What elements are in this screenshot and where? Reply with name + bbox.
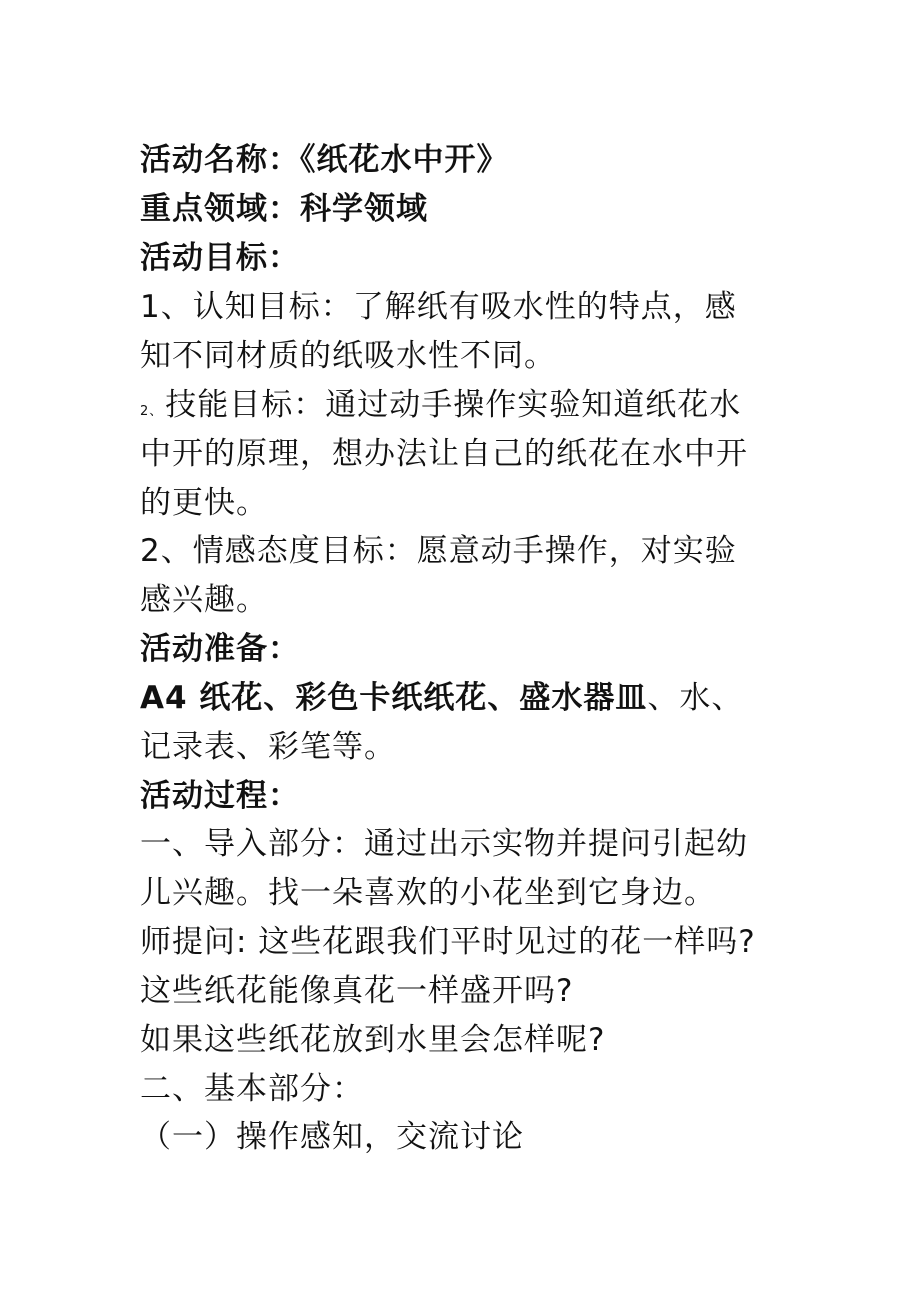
goal2-line3: 的更快。: [140, 485, 268, 521]
goal1-line1: 1、认知目标：了解纸有吸水性的特点，感: [140, 289, 737, 325]
goals-heading: 活动目标：: [140, 240, 300, 276]
prep-heading: 活动准备：: [140, 631, 300, 667]
subsection-1: （一）操作感知，交流讨论: [140, 1119, 524, 1155]
question-3: 如果这些纸花放到水里会怎样呢?: [140, 1022, 606, 1058]
prep-materials-normal: 、水、: [647, 680, 744, 716]
part1-line1: 一、导入部分：通过出示实物并提问引起幼: [140, 826, 748, 862]
goal1-line2: 知不同材质的纸吸水性不同。: [140, 338, 556, 374]
prep-line2: 记录表、彩笔等。: [140, 729, 396, 765]
goal2-line2: 中开的原理，想办法让自己的纸花在水中开: [140, 436, 748, 472]
goal2-number: 2、: [140, 404, 164, 419]
goal2-line1: [140, 385, 741, 425]
goal3-line1: 2、情感态度目标：愿意动手操作，对实验: [140, 533, 737, 569]
key-area: 重点领域：科学领域: [140, 191, 428, 227]
question-1: 师提问: 这些花跟我们平时见过的花一样吗?: [140, 924, 756, 960]
part2-heading: 二、基本部分：: [140, 1071, 364, 1107]
prep-line1: [140, 678, 743, 718]
process-heading: 活动过程：: [140, 778, 300, 814]
prep-materials-bold: A4 纸花、彩色卡纸纸花、盛水器皿: [140, 680, 648, 716]
part1-line2: 儿兴趣。找一朵喜欢的小花坐到它身边。: [140, 875, 716, 911]
activity-name: 活动名称：《纸花水中开》: [140, 142, 509, 178]
goal3-line2: 感兴趣。: [140, 582, 268, 618]
question-2: 这些纸花能像真花一样盛开吗?: [140, 973, 574, 1009]
goal2-text: 技能目标：通过动手操作实验知道纸花水: [165, 387, 742, 423]
